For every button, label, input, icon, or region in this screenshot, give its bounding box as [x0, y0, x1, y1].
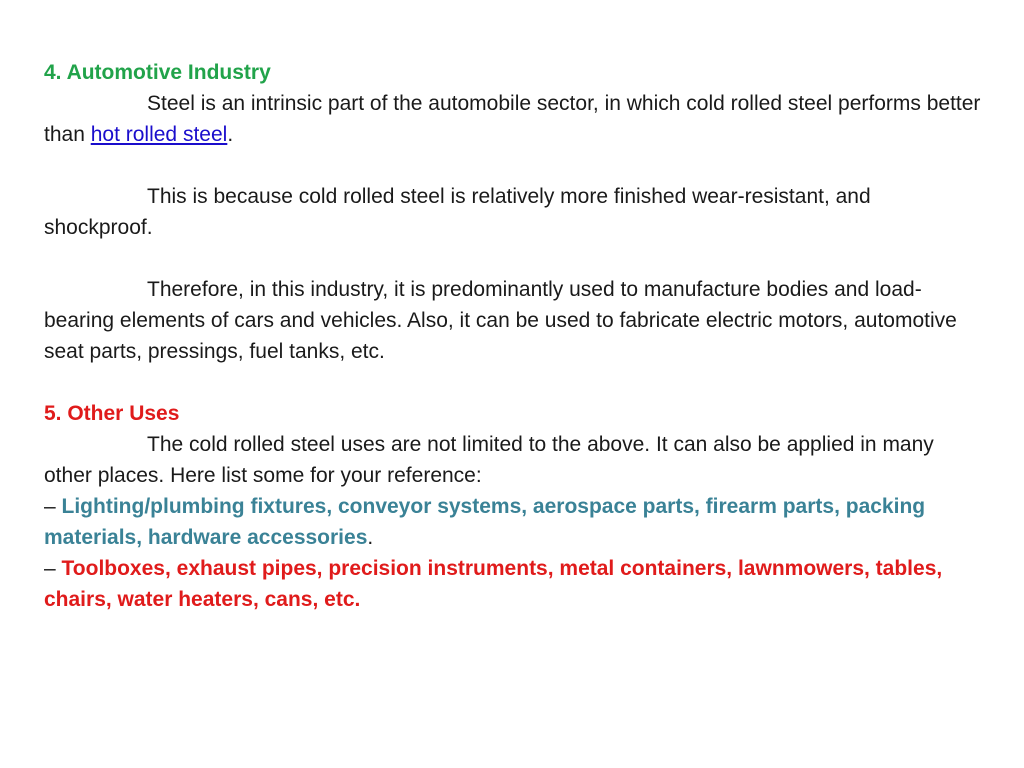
list-item-text: Toolboxes, exhaust pipes, precision instruments, metal containers, lawnmowers, tables, chairs, water heaters, cans, etc. — [44, 557, 943, 611]
paragraph-other-uses-intro: The cold rolled steel uses are not limited to the above. It can also be applied in many other places. Here list some for your reference: — [44, 433, 934, 487]
paragraph-end: . — [227, 123, 234, 146]
paragraph-automotive-reason: This is because cold rolled steel is relatively more finished wear-resistant, and shockproof. — [44, 185, 871, 239]
paragraph-text: Steel is an intrinsic part of the automobile sector, in which cold rolled steel performs better than — [44, 92, 981, 146]
section-heading-automotive: 4. Automotive Industry — [44, 61, 271, 84]
list-item-toolboxes — [44, 553, 984, 615]
list-item-end: . — [367, 526, 374, 549]
list-dash: – — [44, 495, 62, 518]
hot-rolled-steel-link[interactable]: hot rolled steel — [90, 123, 228, 146]
paragraph-automotive-usage: Therefore, in this industry, it is predominantly used to manufacture bodies and load-bearing elements of cars and vehicles. Also, it can be used to fabricate electric motors, automotive seat parts, pressings, fuel tanks, etc. — [44, 278, 957, 363]
document-body — [44, 57, 984, 615]
spacer — [44, 150, 984, 181]
list-dash: – — [44, 557, 62, 580]
section-heading-other-uses: 5. Other Uses — [44, 402, 180, 425]
spacer — [44, 367, 984, 398]
spacer — [44, 243, 984, 274]
list-item-fixtures — [44, 491, 984, 553]
paragraph-automotive-intro — [44, 88, 984, 150]
list-item-text: Lighting/plumbing fixtures, conveyor systems, aerospace parts, firearm parts, packing materials, hardware accessories — [44, 495, 926, 549]
